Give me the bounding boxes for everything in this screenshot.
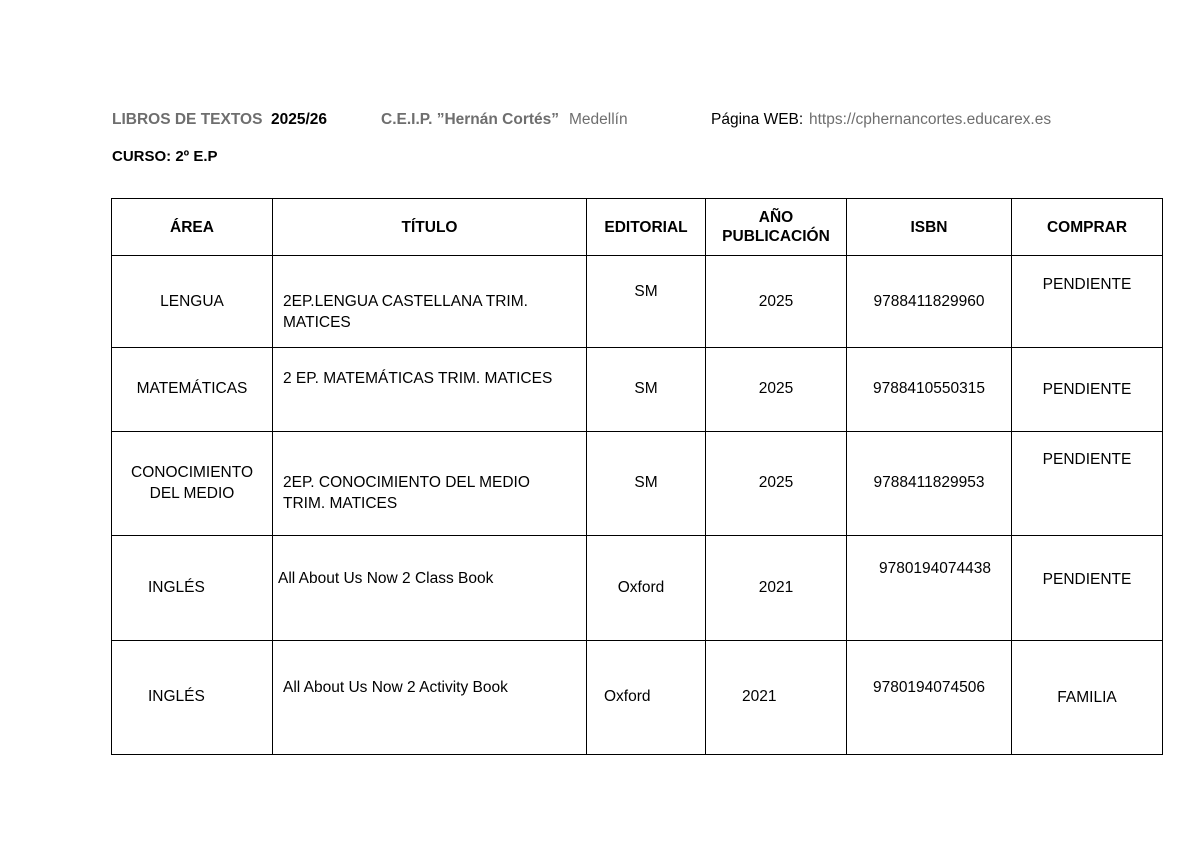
year-cell	[706, 641, 847, 755]
buy-status: PENDIENTE	[1042, 381, 1132, 398]
publisher-cell	[587, 348, 706, 432]
year-text: 2025	[758, 474, 794, 491]
table-row	[112, 432, 1163, 536]
table-row	[112, 348, 1163, 432]
buy-cell	[1012, 536, 1163, 641]
year-text: 2021	[742, 688, 777, 705]
publisher-cell	[587, 432, 706, 536]
publisher-text: SM	[634, 380, 658, 397]
buy-status: FAMILIA	[1057, 689, 1117, 706]
year-cell	[706, 432, 847, 536]
school-year: 2025/26	[271, 111, 328, 128]
area-text: CONOCIMIENTO DEL MEDIO	[131, 464, 253, 502]
textbook-table	[111, 198, 1163, 755]
publisher-cell	[587, 256, 706, 348]
title-text: All About Us Now 2 Class Book	[278, 570, 494, 587]
table-row	[112, 256, 1163, 348]
isbn-cell	[847, 432, 1012, 536]
isbn-cell	[847, 536, 1012, 641]
year-text: 2025	[758, 380, 794, 397]
buy-cell	[1012, 641, 1163, 755]
table-row	[112, 536, 1163, 641]
buy-status: PENDIENTE	[1042, 276, 1132, 293]
title-text: 2EP.LENGUA CASTELLANA TRIM. MATICES	[283, 293, 528, 331]
area-cell	[112, 536, 273, 641]
title-cell	[273, 348, 587, 432]
area-cell	[112, 641, 273, 755]
title-cell	[273, 641, 587, 755]
area-text: INGLÉS	[148, 688, 205, 705]
publisher-cell	[587, 536, 706, 641]
publisher-text: SM	[634, 283, 658, 300]
column-header-year-label: AÑO PUBLICACIÓN	[722, 209, 830, 245]
isbn-text: 9780194074438	[878, 560, 992, 577]
title-text: All About Us Now 2 Activity Book	[283, 679, 508, 696]
title-text: 2 EP. MATEMÁTICAS TRIM. MATICES	[283, 370, 553, 387]
year-text: 2025	[758, 293, 794, 310]
table-row	[112, 641, 1163, 755]
buy-status: PENDIENTE	[1042, 571, 1132, 588]
isbn-text: 9788410550315	[872, 380, 986, 397]
publisher-text: Oxford	[604, 688, 651, 705]
column-header-publisher: EDITORIAL	[587, 199, 706, 256]
year-cell	[706, 348, 847, 432]
column-header-area: ÁREA	[112, 199, 273, 256]
column-header-year	[706, 199, 847, 256]
year-cell	[706, 536, 847, 641]
table-header-row	[112, 199, 1163, 256]
title-cell	[273, 536, 587, 641]
title-text: 2EP. CONOCIMIENTO DEL MEDIO TRIM. MATICES	[283, 474, 530, 512]
publisher-cell	[587, 641, 706, 755]
isbn-text: 9780194074506	[872, 679, 986, 696]
school-city: Medellín	[569, 111, 628, 128]
isbn-cell	[847, 348, 1012, 432]
area-text: INGLÉS	[148, 579, 205, 596]
isbn-cell	[847, 256, 1012, 348]
area-cell	[112, 432, 273, 536]
area-cell	[112, 256, 273, 348]
web-link[interactable]: https://cphernancortes.educarex.es	[809, 111, 1052, 128]
publisher-text: Oxford	[617, 579, 665, 596]
buy-cell	[1012, 432, 1163, 536]
title-cell	[273, 256, 587, 348]
column-header-isbn: ISBN	[847, 199, 1012, 256]
column-header-title: TÍTULO	[273, 199, 587, 256]
column-header-buy: COMPRAR	[1012, 199, 1163, 256]
isbn-text: 9788411829953	[873, 474, 985, 491]
publisher-text: SM	[634, 474, 658, 491]
area-text: MATEMÁTICAS	[136, 380, 248, 397]
buy-status: PENDIENTE	[1042, 451, 1132, 468]
web-label: Página WEB:	[711, 111, 804, 128]
course-label: CURSO: 2º E.P	[112, 148, 218, 165]
year-cell	[706, 256, 847, 348]
school-name: C.E.I.P. ”Hernán Cortés”	[381, 111, 560, 128]
buy-cell	[1012, 256, 1163, 348]
year-text: 2021	[758, 579, 794, 596]
buy-cell	[1012, 348, 1163, 432]
isbn-cell	[847, 641, 1012, 755]
area-cell	[112, 348, 273, 432]
title-cell	[273, 432, 587, 536]
area-text: LENGUA	[160, 293, 224, 310]
isbn-text: 9788411829960	[873, 293, 985, 310]
document-title: LIBROS DE TEXTOS	[112, 111, 263, 128]
